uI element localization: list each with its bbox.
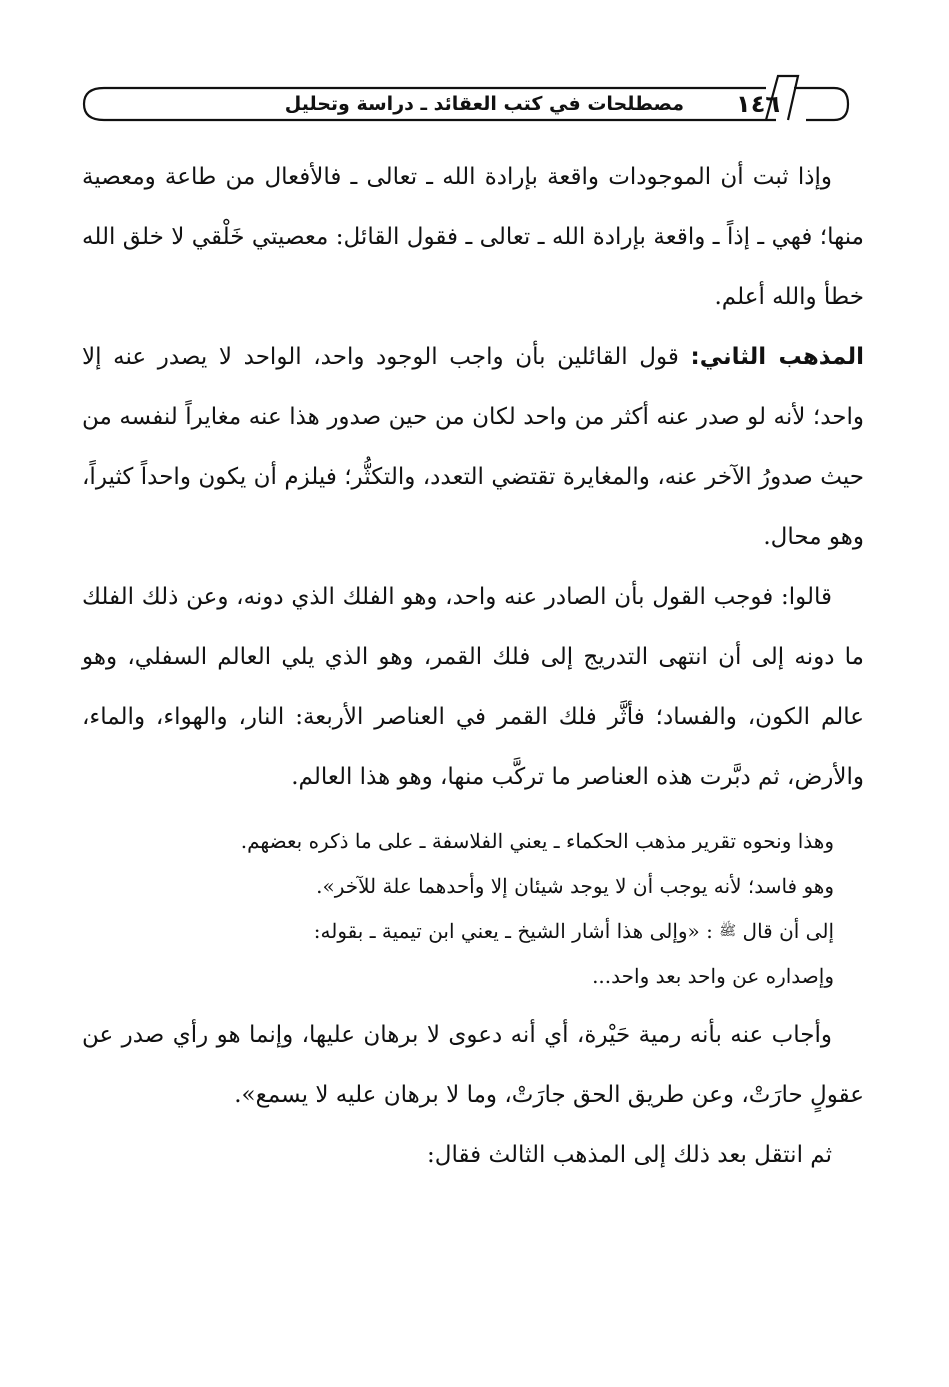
section-label: المذهب الثاني:: [690, 344, 864, 370]
quote-line-4: وإصداره عن واحد بعد واحد...: [592, 964, 834, 988]
quote-line-1: وهذا ونحوه تقرير مذهب الحكماء ـ يعني الفلاسفة ـ على ما ذكره بعضهم.: [240, 829, 834, 853]
quote-line-3-start: إلى أن قال: [742, 919, 834, 943]
paragraph-2: [82, 327, 864, 567]
paragraph-2-text: قول القائلين بأن واجب الوجود واحد، الواحد لا يصدر عنه إلا واحد؛ لأنه لو صدر عنه أكثر من واحد لكان من حين صدور هذا عنه مغايراً لنفسه من حيث صدورُ الآخر عنه، والمغايرة تقتضي التعدد، والتكثُّر؛ فيلزم أن يكون واحداً كثيراً، وهو محال.: [82, 344, 864, 550]
paragraph-3: قالوا: فوجب القول بأن الصادر عنه واحد، وهو الفلك الذي دونه، وعن ذلك الفلك ما دونه إلى أن انتهى التدريج إلى فلك القمر، وهو الذي يلي العالم السفلي، وهو عالم الكون، والفساد؛ فأثَّر فلك القمر في العناصر الأربعة: النار، والهواء، والماء، والأرض، ثم دبَّرت هذه العناصر ما تركَّب منها، وهو هذا العالم.: [82, 584, 864, 790]
quoted-passage: [82, 819, 864, 999]
main-text: [82, 147, 864, 1185]
paragraph-1: وإذا ثبت أن الموجودات واقعة بإرادة الله ـ تعالى ـ فالأفعال من طاعة ومعصية منها؛ فهي ـ إذاً ـ واقعة بإرادة الله ـ تعالى ـ فقول القائل: معصيتي خَلْقي لا خلق الله خطأ والله أعلم.: [82, 164, 864, 310]
paragraph-4: وأجاب عنه بأنه رمية حَيْرة، أي أنه دعوى لا برهان عليها، وإنما هو رأي صدر عن عقولٍ حارَتْ، وعن طريق الحق جارَتْ، وما لا برهان عليه لا يسمع».: [82, 1022, 864, 1108]
quote-line-3: [82, 909, 834, 954]
page-number: ١٤٦: [736, 90, 780, 118]
quote-line-2: وهو فاسد؛ لأنه يوجب أن لا يوجد شيئان إلا وأحدهما علة للآخر».: [316, 874, 834, 898]
honorific-glyph: ﷺ: [719, 923, 737, 939]
quote-line-3-end: : «وإلى هذا أشار الشيخ ـ يعني ابن تيمية ـ بقوله:: [313, 919, 713, 943]
paragraph-5: ثم انتقل بعد ذلك إلى المذهب الثالث فقال:: [427, 1142, 832, 1168]
running-title: مصطلحات في كتب العقائد ـ دراسة وتحليل: [284, 93, 684, 115]
